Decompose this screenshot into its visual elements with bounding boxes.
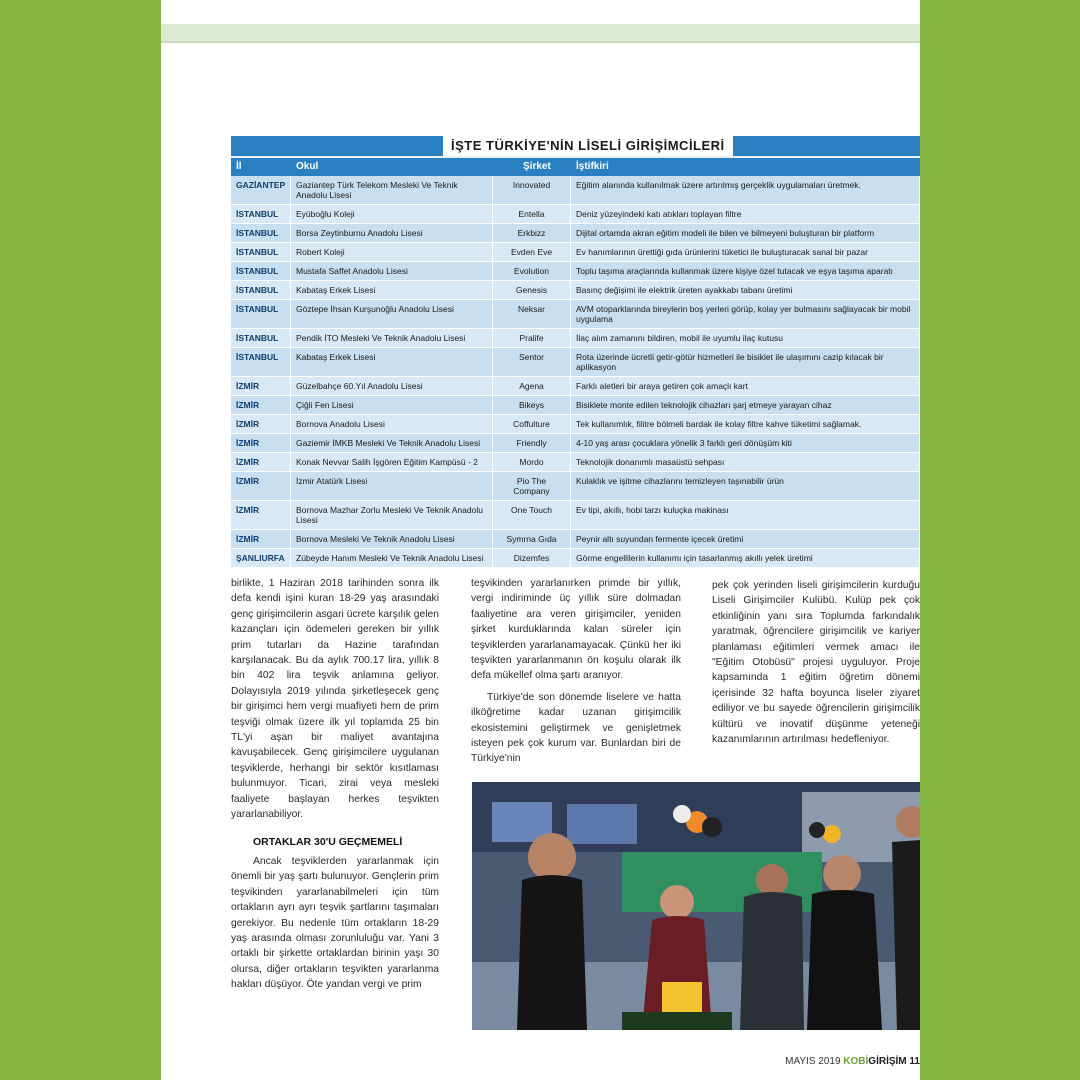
header-il: İl: [236, 161, 242, 172]
cell-istifkiri: İlaç alım zamanını bildiren, mobil ile uyumlu ilaç kutusu: [571, 329, 920, 347]
cell-okul: Zübeyde Hanım Mesleki Ve Teknik Anadolu Lisesi: [291, 549, 493, 567]
footer-kobi: KOBİ: [843, 1056, 869, 1067]
cell-sirket: Pio The Company: [493, 472, 571, 500]
cell-okul: Güzelbahçe 60.Yıl Anadolu Lisesi: [291, 377, 493, 395]
cell-istifkiri: Rota üzerinde ücretli getir-götür hizmetleri ile bisiklet ile ulaşımını cazip kılacak bir aplikasyon: [571, 348, 920, 376]
cell-sirket: Erkbizz: [493, 224, 571, 242]
students-photo-illustration: [472, 782, 920, 1030]
cell-istifkiri: AVM otoparklarında bireylerin boş yerleri görüp, kolay yer bulmasını sağlayacak bir mobil uygulama: [571, 300, 920, 328]
cell-istifkiri: Ev hanımlarının ürettiği gıda ürünlerini tüketici ile buluşturacak sanal bir pazar: [571, 243, 920, 261]
cell-sirket: Sentor: [493, 348, 571, 376]
cell-il: ŞANLIURFA: [231, 549, 291, 567]
cell-sirket: Pralife: [493, 329, 571, 347]
cell-sirket: Neksar: [493, 300, 571, 328]
cell-okul: Mustafa Saffet Anadolu Lisesi: [291, 262, 493, 280]
table-row: [231, 377, 920, 396]
cell-il: İSTANBUL: [231, 300, 291, 328]
paragraph: pek çok yerinden liseli girişimcilerin kurduğu Liseli Girişimciler Kulübü. Kulüp pek çok etkinliğinin yanı sıra Toplumda farkındalık yaratmak, öğrencilere girişimcilik ve kariyer planlaması eğitimleri vermek amacı ile "Eğitim Otobüsü" projesi uyguluyor. Proje kapsamında 1 eğitim öğretim dönemi içerisinde 32 hafta boyunca liseler ziyaret ediliyor ve bu sayede öğrencilerin girişimcilik kültürü ve inovatif düşünme yeteneği kazanımlarının artırılması hedefleniyor.: [712, 580, 920, 746]
header-sirket: Şirket: [523, 161, 551, 172]
table-row: [231, 224, 920, 243]
cell-istifkiri: Basınç değişimi ile elektrik üreten ayakkabı tabanı üretimi: [571, 281, 920, 299]
cell-sirket: Genesis: [493, 281, 571, 299]
paragraph: birlikte, 1 Haziran 2018 tarihinden sonra ilk defa kendi işini kuran 18-29 yaş arasındaki genç girişimcilerin asgari ücrete karşılık gelen kazançları için ödemeleri gereken bir yıllık prim tutarları da Hazine tarafından karşılanacak. Bu da aylık 700.17 lira, yıllık 8 bin 402 lira teşvik anlamına geliyor. Dolayısıyla 2019 yılında şirketleşecek genç bir girişimci hem vergi muafiyeti hem de prim teşviği olmak üzere ilk yıl toplamda 25 bin TL'yi aşan bir maliyet avantajına kavuşabilecek. Genç girişimcilere uygulanan teşviklerde, herhangi bir sektör kısıtlaması bulunmuyor. Ticari, zirai veya mesleki faaliyete başlayan herkes teşvikten yararlanabiliyor.: [231, 578, 439, 821]
cell-il: İSTANBUL: [231, 348, 291, 376]
page-footer: [785, 1056, 920, 1067]
cell-istifkiri: Teknolojik donanımlı masaüstü sehpası: [571, 453, 920, 471]
footer-brand: GİRİŞİM: [868, 1056, 907, 1067]
cell-okul: Pendik İTO Mesleki Ve Teknik Anadolu Lisesi: [291, 329, 493, 347]
cell-okul: Konak Nevvar Salih İşgören Eğitim Kampüsü - 2: [291, 453, 493, 471]
cell-il: İZMİR: [231, 377, 291, 395]
cell-il: İSTANBUL: [231, 262, 291, 280]
cell-istifkiri: Farklı aletleri bir araya getiren çok amaçlı kart: [571, 377, 920, 395]
table-body: [231, 176, 920, 568]
cell-istifkiri: Tek kullanımlık, filitre bölmeli bardak ile kolay filtre kahve tüketimi sağlamak.: [571, 415, 920, 433]
top-rule: [161, 24, 920, 43]
table-row: [231, 262, 920, 281]
cell-okul: Çiğli Fen Lisesi: [291, 396, 493, 414]
cell-okul: Kabataş Erkek Lisesi: [291, 281, 493, 299]
cell-okul: Eyüboğlu Koleji: [291, 205, 493, 223]
cell-okul: Gaziantep Türk Telekom Mesleki Ve Teknik Anadolu Lisesi: [291, 176, 493, 204]
table-row: [231, 329, 920, 348]
event-photo: [472, 782, 920, 1030]
table-row: [231, 501, 920, 530]
cell-il: İZMİR: [231, 501, 291, 529]
entrepreneurs-table: [231, 136, 920, 563]
cell-istifkiri: Dijital ortamda akran eğitim modeli ile bilen ve bilmeyeni buluşturan bir platform: [571, 224, 920, 242]
table-row: [231, 415, 920, 434]
text-column-3: [712, 578, 920, 753]
cell-sirket: Evden Eve: [493, 243, 571, 261]
cell-istifkiri: Eğitim alanında kullanılmak üzere artırılmış gerçeklik uygulamaları üretmek.: [571, 176, 920, 204]
table-row: [231, 472, 920, 501]
cell-okul: Bornova Anadolu Lisesi: [291, 415, 493, 433]
header-istifkiri: İştifkiri: [576, 161, 609, 172]
cell-istifkiri: Bisiklete monte edilen teknolojik cihazları şarj etmeye yarayan cihaz: [571, 396, 920, 414]
cell-istifkiri: Ev tipi, akıllı, hobi tarzı kuluçka makinası: [571, 501, 920, 529]
table-row: [231, 281, 920, 300]
paragraph: teşvikinden yararlanırken primde bir yıllık, vergi indiriminde üç yıllık süre dolmadan faaliyetine ara veren girişimciler, yeniden şirket kurduklarında kalan süreler için teşviklerden yararlanamayacak. Çünkü her iki teşvikten yararlanmanın ön koşulu olarak ilk defa mükellef olma şartı aranıyor.: [471, 578, 681, 682]
cell-okul: İzmir Atatürk Lisesi: [291, 472, 493, 500]
header-okul: Okul: [296, 161, 319, 172]
cell-sirket: Bikeys: [493, 396, 571, 414]
cell-istifkiri: Kulaklık ve işitme cihazlarını temizleyen taşınabilir ürün: [571, 472, 920, 500]
cell-sirket: Innovated: [493, 176, 571, 204]
cell-il: İSTANBUL: [231, 329, 291, 347]
cell-istifkiri: Toplu taşıma araçlarında kullanmak üzere kişiye özel tutacak ve eşya taşıma aparatı: [571, 262, 920, 280]
cell-sirket: Evolution: [493, 262, 571, 280]
cell-okul: Bornova Mazhar Zorlu Mesleki Ve Teknik Anadolu Lisesi: [291, 501, 493, 529]
page-number: 11: [909, 1056, 920, 1067]
cell-okul: Borsa Zeytinburnu Anadolu Lisesi: [291, 224, 493, 242]
cell-sirket: Dizemfes: [493, 549, 571, 567]
cell-il: İSTANBUL: [231, 281, 291, 299]
cell-sirket: Mordo: [493, 453, 571, 471]
table-row: [231, 530, 920, 549]
footer-date: MAYIS 2019: [785, 1056, 841, 1067]
table-title-bar: [231, 136, 920, 156]
cell-istifkiri: Peynir altı suyundan fermente içecek üretimi: [571, 530, 920, 548]
cell-il: İSTANBUL: [231, 205, 291, 223]
table-row: [231, 434, 920, 453]
cell-istifkiri: Görme engellilerin kullanımı için tasarlanmış akıllı yelek üretimi: [571, 549, 920, 567]
table-row: [231, 348, 920, 377]
cell-sirket: Coffulture: [493, 415, 571, 433]
cell-istifkiri: Deniz yüzeyindeki katı atıkları toplayan filtre: [571, 205, 920, 223]
table-title: İŞTE TÜRKİYE'NİN LİSELİ GİRİŞİMCİLERİ: [443, 136, 733, 156]
cell-il: İSTANBUL: [231, 224, 291, 242]
cell-okul: Göztepe İhsan Kurşunoğlu Anadolu Lisesi: [291, 300, 493, 328]
cell-il: İZMİR: [231, 453, 291, 471]
cell-istifkiri: 4-10 yaş arası çocuklara yönelik 3 farklı geri dönüşüm kiti: [571, 434, 920, 452]
magazine-page: [161, 0, 920, 1080]
cell-okul: Robert Koleji: [291, 243, 493, 261]
table-row: [231, 549, 920, 568]
cell-il: İZMİR: [231, 415, 291, 433]
cell-il: İZMİR: [231, 472, 291, 500]
cell-il: İSTANBUL: [231, 243, 291, 261]
table-row: [231, 176, 920, 205]
subheading: ORTAKLAR 30'U GEÇMEMELİ: [253, 835, 403, 848]
table-row: [231, 300, 920, 329]
cell-okul: Bornova Mesleki Ve Teknik Anadolu Lisesi: [291, 530, 493, 548]
table-header: [231, 156, 920, 176]
text-column-1: [231, 576, 439, 999]
table-row: [231, 205, 920, 224]
cell-il: İZMİR: [231, 396, 291, 414]
cell-il: İZMİR: [231, 530, 291, 548]
table-row: [231, 453, 920, 472]
cell-il: İZMİR: [231, 434, 291, 452]
table-row: [231, 243, 920, 262]
paragraph: Türkiye'de son dönemde liselere ve hatta ilköğretime kadar uzanan girişimcilik ekosistemini geliştirmek ve genişletmek isteyen pek çok kurum var. Bunlardan biri de Türkiye'nin: [471, 691, 681, 765]
cell-sirket: One Touch: [493, 501, 571, 529]
cell-sirket: Entella: [493, 205, 571, 223]
cell-il: GAZİANTEP: [231, 176, 291, 204]
cell-okul: Gaziemir İMKB Mesleki Ve Teknik Anadolu Lisesi: [291, 434, 493, 452]
cell-sirket: Symrna Gıda: [493, 530, 571, 548]
cell-okul: Kabataş Erkek Lisesi: [291, 348, 493, 376]
table-row: [231, 396, 920, 415]
cell-sirket: Agena: [493, 377, 571, 395]
text-column-2: [471, 576, 681, 773]
paragraph: Ancak teşviklerden yararlanmak için önemli bir yaş şartı bulunuyor. Gençlerin prim teşvikinden yararlanabilmeleri için tüm ortakların ayrı ayrı teşvik şartlarını taşımaları gerekiyor. Bu nedenle tüm ortakların 18-29 yaş arasında olması zorunluluğu var. Yani 3 ortaklı bir şirkette ortaklardan birinin yaşı 30 olursa, diğer ortakların teşvikten yararlanma hakları düşüyor. Öte yandan vergi ve prim: [231, 855, 439, 991]
cell-sirket: Friendly: [493, 434, 571, 452]
